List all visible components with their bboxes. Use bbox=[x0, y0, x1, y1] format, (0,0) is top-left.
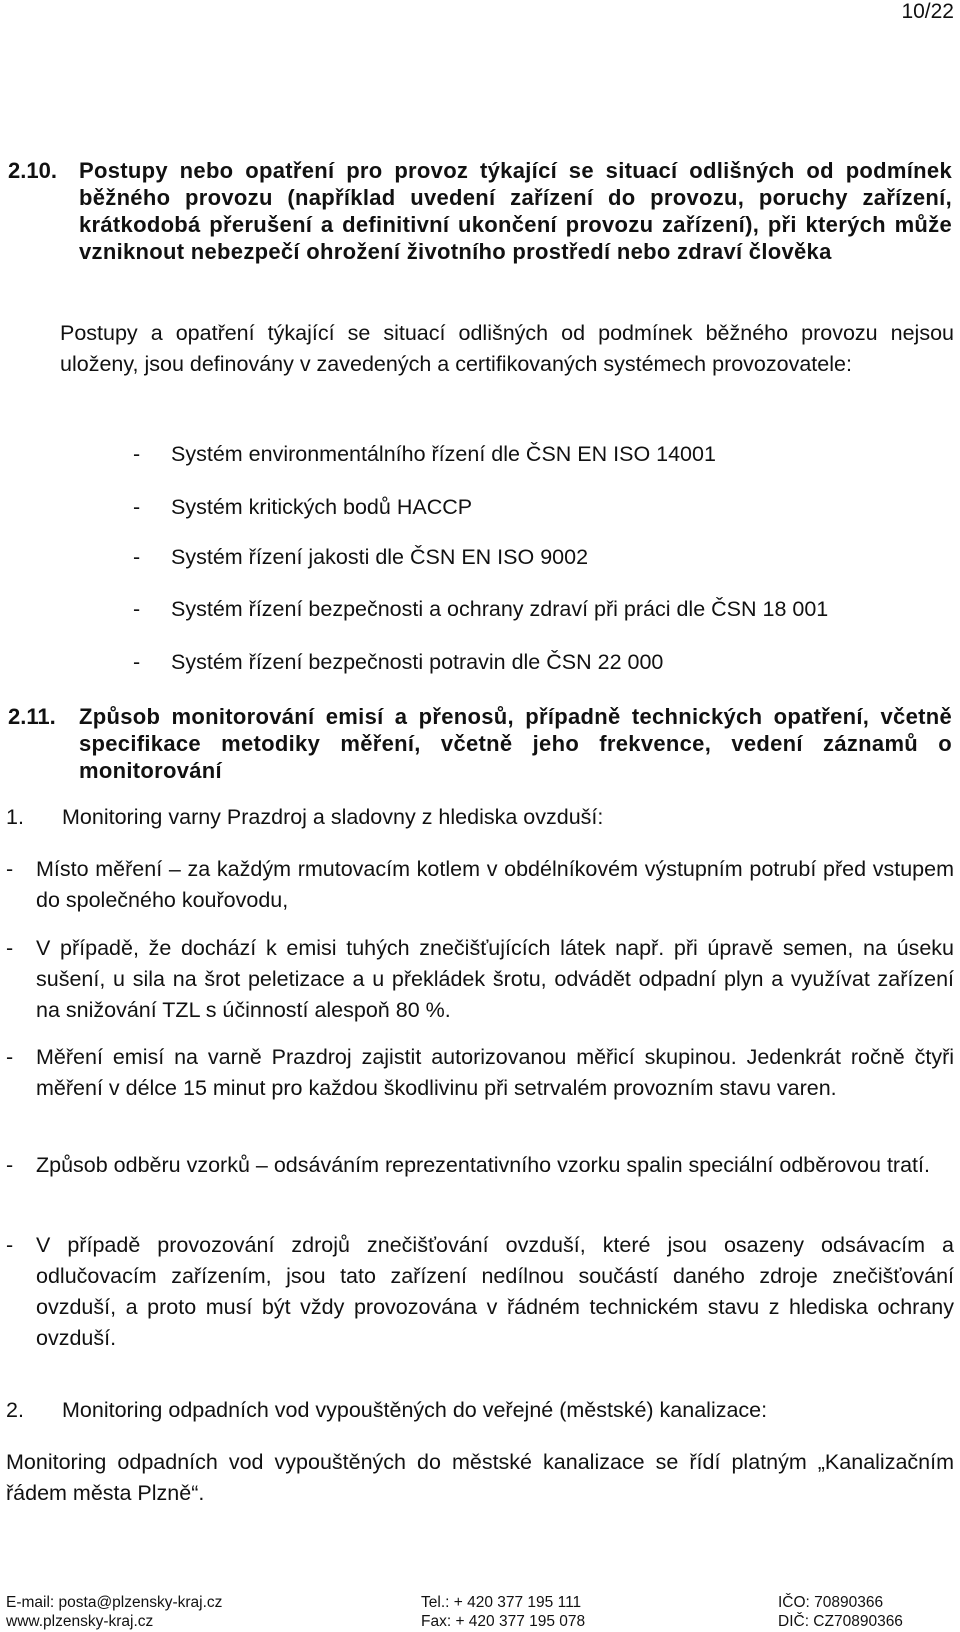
footer-email: E-mail: posta@plzensky-kraj.cz bbox=[6, 1594, 223, 1611]
footer-web[interactable]: www.plzensky-kraj.cz bbox=[6, 1613, 154, 1630]
section-title: Způsob monitorování emisí a přenosů, případně technických opatření, včetně specifikace metodiky měření, včetně jeho frekvence, vedení záznamů o monitorování bbox=[79, 704, 952, 783]
footer-tel: Tel.: + 420 377 195 111 bbox=[421, 1594, 582, 1611]
footer-fax: Fax: + 420 377 195 078 bbox=[421, 1613, 586, 1630]
point-2-heading: 2. Monitoring odpadních vod vypouštěných do veřejné (městské) kanalizace: bbox=[6, 1398, 768, 1422]
section-2-10-heading bbox=[8, 157, 952, 265]
list-item: - Systém řízení jakosti dle ČSN EN ISO 9002 bbox=[133, 545, 589, 569]
section-number: 2.11. bbox=[8, 704, 56, 729]
bullet-item: - V případě provozování zdrojů znečišťování ovzduší, které jsou osazeny odsávacím a odlučovacím zařízením, jsou tato zařízení nedílnou součástí daného zdroje znečišťování ovzduší, a proto musí být vždy provozována v řádném technickém stavu z hlediska ochrany ovzduší. bbox=[6, 1233, 954, 1350]
section-2-10-intro: Postupy a opatření týkající se situací odlišných od podmínek běžného provozu nejsou uloženy, jsou definovány v zavedených a certifikovaných systémech provozovatele: bbox=[60, 321, 954, 376]
list-item: - Systém kritických bodů HACCP bbox=[133, 495, 473, 519]
bullet-item: - Místo měření – za každým rmutovacím kotlem v obdélníkovém výstupním potrubí před vstupem do společného kouřovodu, bbox=[6, 857, 954, 912]
page-number: 10/22 bbox=[901, 0, 954, 23]
section-title: Postupy nebo opatření pro provoz týkající se situací odlišných od podmínek běžného provozu (například uvedení zařízení do provozu, poruchy zařízení, krátkodobá přerušení a definitivní ukončení provozu zařízení), při kterých může vzniknout nebezpečí ohrožení životního prostředí nebo zdraví člověka bbox=[79, 158, 952, 264]
bullet-item: - Způsob odběru vzorků – odsáváním reprezentativního vzorku spalin speciální odběrovou tratí. bbox=[6, 1153, 930, 1177]
page-footer bbox=[6, 1594, 956, 1632]
bullet-item: - Měření emisí na varně Prazdroj zajistit autorizovanou měřicí skupinou. Jedenkrát ročně čtyři měření v délce 15 minut pro každou škodlivinu při setrvalém provozním stavu varen. bbox=[6, 1045, 954, 1100]
list-item: - Systém řízení bezpečnosti a ochrany zdraví při práci dle ČSN 18 001 bbox=[133, 597, 829, 621]
footer-dic: DIČ: CZ70890366 bbox=[778, 1613, 903, 1630]
bullet-item: - V případě, že dochází k emisi tuhých znečišťujících látek např. při úpravě semen, na úseku sušení, u sila na šrot peletizace a u překládek šrotu, odvádět odpadní plyn a využívat zařízení na snižování TZL s účinností alespoň 80 %. bbox=[6, 936, 954, 1022]
point-2-text: Monitoring odpadních vod vypouštěných do městské kanalizace se řídí platným „Kanalizačním řádem města Plzně“. bbox=[6, 1450, 954, 1505]
section-number: 2.10. bbox=[8, 158, 57, 183]
point-1-heading: 1. Monitoring varny Prazdroj a sladovny z hlediska ovzduší: bbox=[6, 805, 604, 829]
section-2-11-heading bbox=[8, 703, 952, 784]
list-item: - Systém řízení bezpečnosti potravin dle ČSN 22 000 bbox=[133, 650, 664, 674]
footer-ico: IČO: 70890366 bbox=[778, 1594, 884, 1611]
list-item: - Systém environmentálního řízení dle ČSN EN ISO 14001 bbox=[133, 442, 716, 466]
